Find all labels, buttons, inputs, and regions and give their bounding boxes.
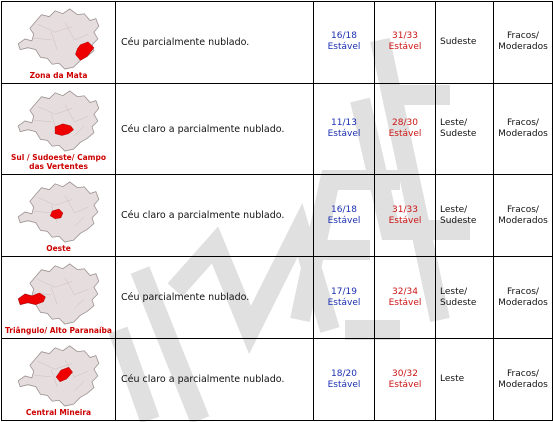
minas-gerais-map-icon xyxy=(16,260,102,326)
min-temperature: 16/18 xyxy=(331,204,357,215)
min-temperature-trend: Estável xyxy=(327,42,361,53)
wind-direction: Sudeste xyxy=(436,2,494,84)
wind-intensity: Fracos/ Moderados xyxy=(494,339,553,421)
forecast-row xyxy=(2,257,553,339)
max-temperature-cell xyxy=(375,83,436,174)
wind-direction: Leste/ Sudeste xyxy=(436,83,494,174)
forecast-row xyxy=(2,2,553,84)
min-temperature: 18/20 xyxy=(331,368,357,379)
minas-gerais-map-icon xyxy=(16,178,102,244)
forecast-row xyxy=(2,175,553,257)
minas-gerais-map-icon xyxy=(16,342,102,408)
forecast-row xyxy=(2,339,553,421)
min-temperature-trend: Estável xyxy=(327,379,361,390)
min-temperature-cell xyxy=(314,257,375,339)
min-temperature: 11/13 xyxy=(331,118,357,129)
max-temperature: 31/33 xyxy=(392,31,418,42)
wind-direction: Leste xyxy=(436,339,494,421)
minas-gerais-map-icon xyxy=(16,5,102,71)
min-temperature-trend: Estável xyxy=(327,129,361,140)
max-temperature-cell xyxy=(375,175,436,257)
max-temperature-cell xyxy=(375,339,436,421)
wind-intensity: Fracos/ Moderados xyxy=(494,83,553,174)
min-temperature-cell xyxy=(314,175,375,257)
region-name: Central Mineira xyxy=(25,408,92,418)
wind-direction: Leste/ Sudeste xyxy=(436,175,494,257)
min-temperature-cell xyxy=(314,83,375,174)
min-temperature-cell xyxy=(314,2,375,84)
wind-intensity: Fracos/ Moderados xyxy=(494,175,553,257)
region-name: Triângulo/ Alto Paranaíba xyxy=(5,326,112,336)
region-name: Oeste xyxy=(46,244,71,254)
max-temperature-cell xyxy=(375,257,436,339)
sky-condition: Céu parcialmente nublado. xyxy=(116,2,314,84)
region-name: Sul / Sudoeste/ Campo das Vertentes xyxy=(10,153,106,172)
max-temperature-trend: Estável xyxy=(388,215,422,226)
sky-condition: Céu claro a parcialmente nublado. xyxy=(116,83,314,174)
region-cell xyxy=(2,175,116,257)
min-temperature: 16/18 xyxy=(331,31,357,42)
region-name: Zona da Mata xyxy=(29,70,88,80)
wind-intensity: Fracos/ Moderados xyxy=(494,2,553,84)
region-cell xyxy=(2,2,116,84)
forecast-row xyxy=(2,83,553,174)
max-temperature-trend: Estável xyxy=(388,297,422,308)
sky-condition: Céu claro a parcialmente nublado. xyxy=(116,339,314,421)
wind-intensity: Fracos/ Moderados xyxy=(494,257,553,339)
min-temperature: 17/19 xyxy=(331,286,357,297)
region-cell xyxy=(2,339,116,421)
min-temperature-trend: Estável xyxy=(327,297,361,308)
sky-condition: Céu claro a parcialmente nublado. xyxy=(116,175,314,257)
wind-direction: Leste/ Sudeste xyxy=(436,257,494,339)
regional-forecast-table xyxy=(1,1,553,421)
max-temperature: 28/30 xyxy=(392,118,418,129)
max-temperature: 32/34 xyxy=(392,286,418,297)
sky-condition: Céu parcialmente nublado. xyxy=(116,257,314,339)
min-temperature-cell xyxy=(314,339,375,421)
max-temperature-cell xyxy=(375,2,436,84)
region-cell xyxy=(2,257,116,339)
region-cell xyxy=(2,83,116,174)
min-temperature-trend: Estável xyxy=(327,215,361,226)
max-temperature-trend: Estável xyxy=(388,129,422,140)
max-temperature-trend: Estável xyxy=(388,379,422,390)
max-temperature: 30/32 xyxy=(392,368,418,379)
minas-gerais-map-icon xyxy=(16,87,102,153)
max-temperature-trend: Estável xyxy=(388,42,422,53)
max-temperature: 31/33 xyxy=(392,204,418,215)
